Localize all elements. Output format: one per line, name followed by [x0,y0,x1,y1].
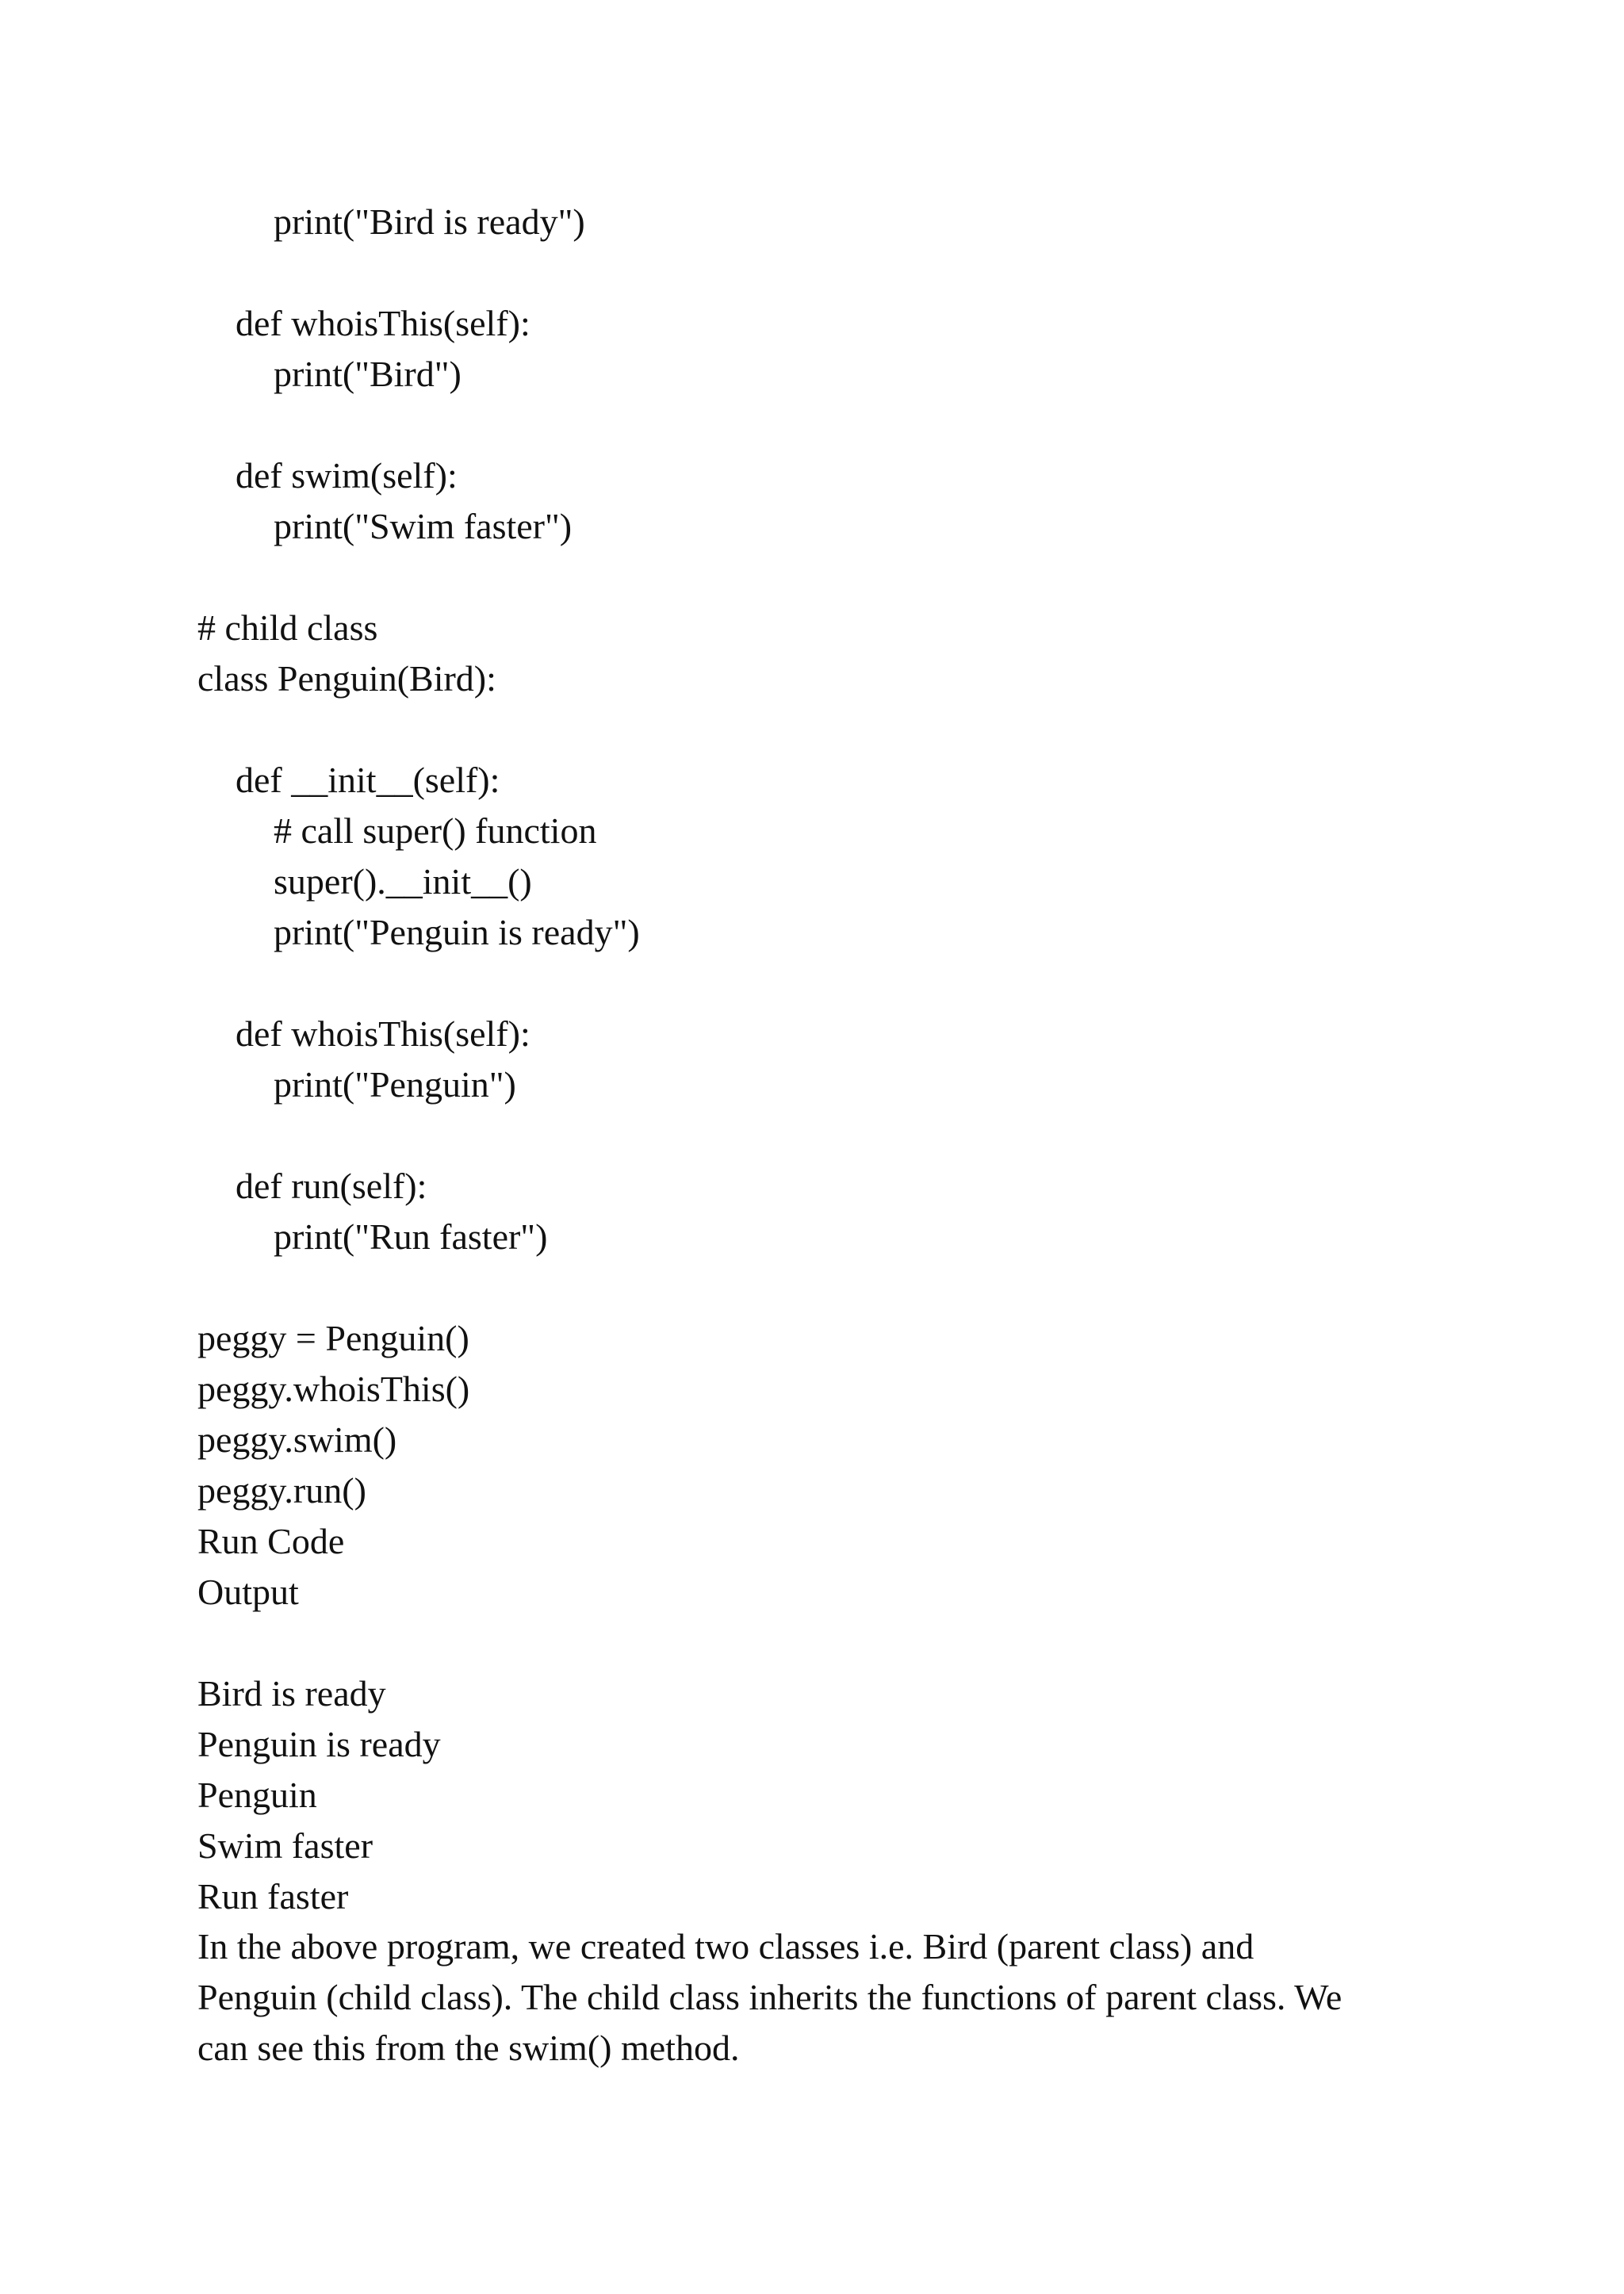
output-line: Swim faster [197,1825,373,1866]
code-line: class Penguin(Bird): [197,658,496,699]
code-line: super().__init__() [274,861,532,902]
code-line: def swim(self): [236,455,458,496]
code-line: def whoisThis(self): [236,303,530,343]
output-heading: Output [197,1572,299,1612]
code-line: def run(self): [236,1166,427,1206]
code-line: peggy.run() [197,1470,366,1511]
code-comment: # call super() function [274,810,597,851]
run-code-label: Run Code [197,1521,345,1561]
code-line: print("Bird is ready") [274,201,585,242]
code-line: print("Penguin") [274,1064,516,1105]
code-comment: # child class [197,607,378,648]
code-line: def __init__(self): [236,760,500,800]
code-line: print("Penguin is ready") [274,912,640,952]
code-line: peggy.swim() [197,1419,397,1460]
explanation-line: In the above program, we created two classes i.e. Bird (parent class) and [197,1926,1254,1967]
explanation-line: Penguin (child class). The child class inherits the functions of parent class. We [197,1977,1342,2017]
output-line: Run faster [197,1876,349,1917]
output-line: Bird is ready [197,1673,386,1714]
output-line: Penguin is ready [197,1724,441,1764]
code-line: print("Run faster") [274,1216,548,1257]
explanation-paragraph [197,1921,1434,2074]
output-line: Penguin [197,1775,317,1815]
explanation-line: can see this from the swim() method. [197,2028,740,2068]
code-line: peggy.whoisThis() [197,1369,470,1409]
code-line: peggy = Penguin() [197,1318,469,1358]
code-line: print("Swim faster") [274,506,573,546]
code-line: print("Bird") [274,354,462,394]
code-line: def whoisThis(self): [236,1013,530,1054]
